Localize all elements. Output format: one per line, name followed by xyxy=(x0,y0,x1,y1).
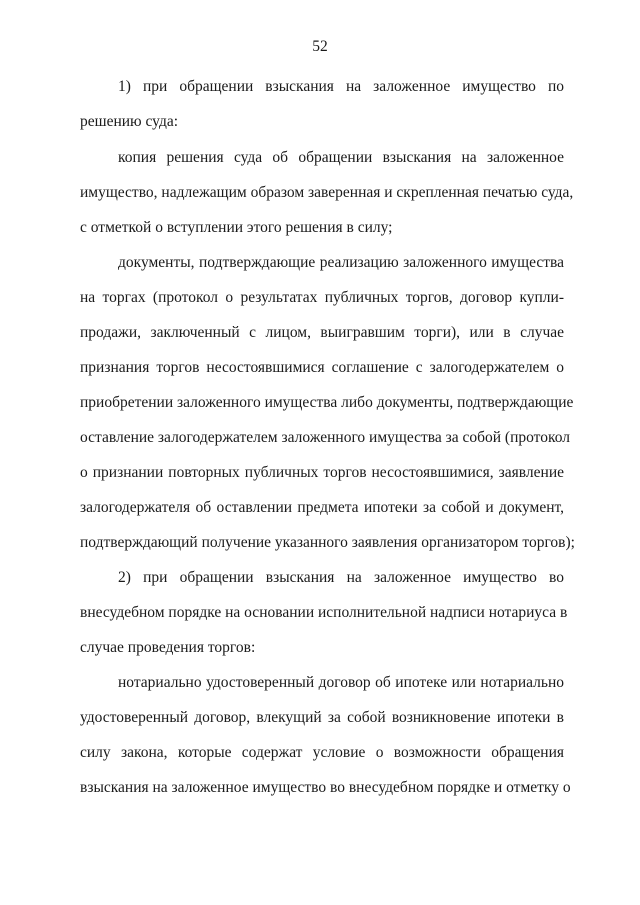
text-line-19: удостоверенный договор, влекущий за собой возникновение ипотеки в xyxy=(80,709,564,726)
text-line-11: оставление залогодержателем заложенного имущества за собой (протокол xyxy=(80,429,571,446)
text-line-17: случае проведения торгов: xyxy=(80,639,256,656)
text-line-13: залогодержателя об оставлении предмета ипотеки за собой и документ, xyxy=(80,499,564,516)
text-line-9: признания торгов несостоявшимися соглашение с залогодержателем о xyxy=(80,359,564,376)
text-line-21: взыскания на заложенное имущество во внесудебном порядке и отметку о xyxy=(80,779,571,796)
text-line-1: 1) при обращении взыскания на заложенное имущество по xyxy=(118,78,564,95)
text-line-5: с отметкой о вступлении этого решения в силу; xyxy=(80,219,393,236)
text-line-10: приобретении заложенного имущества либо документы, подтверждающие xyxy=(80,394,574,411)
text-line-14: подтверждающий получение указанного заявления организатором торгов); xyxy=(80,534,575,551)
text-line-7: на торгах (протокол о результатах публичных торгов, договор купли- xyxy=(80,289,564,306)
text-line-2: решению суда: xyxy=(80,113,179,130)
page-number: 52 xyxy=(312,38,328,55)
text-line-16: внесудебном порядке на основании исполнительной надписи нотариуса в xyxy=(80,604,568,621)
text-line-12: о признании повторных публичных торгов несостоявшимися, заявление xyxy=(80,464,564,481)
text-line-8: продажи, заключенный с лицом, выигравшим торги), или в случае xyxy=(80,324,564,341)
text-line-15: 2) при обращении взыскания на заложенное имущество во xyxy=(118,569,564,586)
text-line-4: имущество, надлежащим образом заверенная и скрепленная печатью суда, xyxy=(80,184,574,201)
text-line-18: нотариально удостоверенный договор об ипотеке или нотариально xyxy=(118,674,564,691)
text-line-3: копия решения суда об обращении взыскания на заложенное xyxy=(118,149,564,166)
text-line-20: силу закона, которые содержат условие о возможности обращения xyxy=(80,744,564,761)
text-line-6: документы, подтверждающие реализацию заложенного имущества xyxy=(118,254,564,271)
